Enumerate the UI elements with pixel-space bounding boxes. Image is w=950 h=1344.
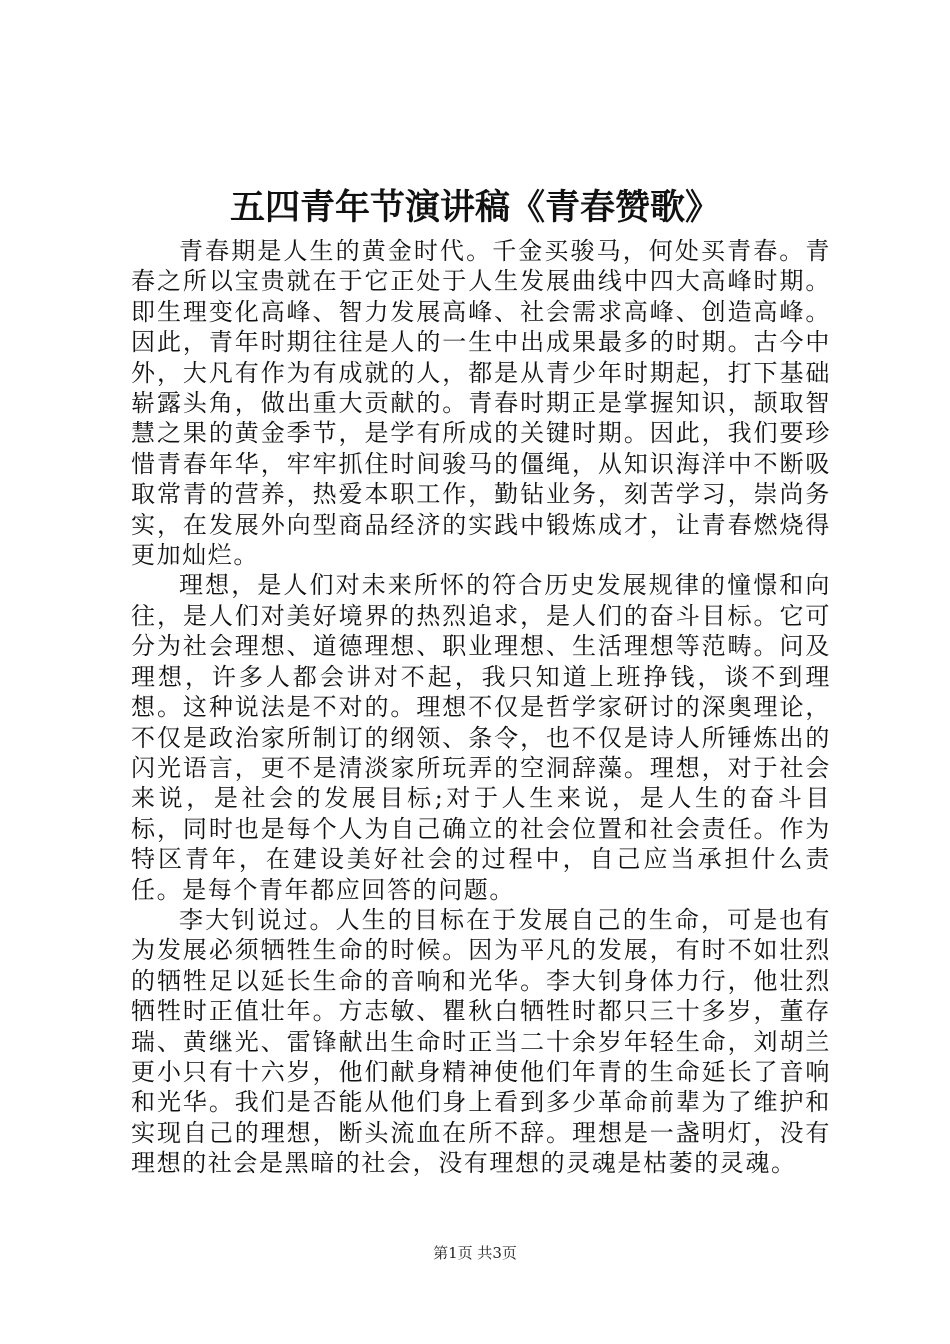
paragraph-youth: 青春期是人生的黄金时代。千金买骏马，何处买青春。青春之所以宝贵就在于它正处于人生发展曲线中四大高峰时期。即生理变化高峰、智力发展高峰、社会需求高峰、创造高峰。因此，青年时期往往是人的一生中出成果最多的时期。古今中外，大凡有作为有成就的人，都是从青少年时期起，打下基础崭露头角，做出重大贡献的。青春时期正是掌握知识，颉取智慧之果的黄金季节，是学有所成的关键时期。因此，我们要珍惜青春年华，牢牢抓住时间骏马的僵绳，从知识海洋中不断吸取常青的营养，热爱本职工作，勤钻业务，刻苦学习，崇尚务实，在发展外向型商品经济的实践中锻炼成才，让青春燃烧得更加灿烂。	[131, 237, 831, 570]
document-body	[131, 236, 831, 1179]
document-title: 五四青年节演讲稿《青春赞歌》	[229, 187, 720, 228]
paragraph-ideals: 理想，是人们对未来所怀的符合历史发展规律的憧憬和向往，是人们对美好境界的热烈追求，是人们的奋斗目标。它可分为社会理想、道德理想、职业理想、生活理想等范畴。问及理想，许多人都会讲对不起，我只知道上班挣钱，谈不到理想。这种说法是不对的。理想不仅是哲学家研讨的深奥理论，不仅是政治家所制订的纲领、条令，也不仅是诗人所锤炼出的闪光语言，更不是清淡家所玩弄的空洞辞藻。理想，对于社会来说，是社会的发展目标;对于人生来说，是人生的奋斗目标，同时也是每个人为自己确立的社会位置和社会责任。作为特区青年，在建设美好社会的过程中，自己应当承担什么责任。是每个青年都应回答的问题。	[131, 571, 831, 904]
paragraph-li-dazhao: 李大钊说过。人生的目标在于发展自己的生命，可是也有为发展必须牺牲生命的时候。因为平凡的发展，有时不如壮烈的牺牲足以延长生命的音响和光华。李大钊身体力行，他壮烈牺牲时正值壮年。方志敏、瞿秋白牺牲时都只三十多岁，董存瑞、黄继光、雷锋献出生命时正当二十余岁年轻生命，刘胡兰更小只有十六岁，他们献身精神使他们年青的生命延长了音响和光华。我们是否能从他们身上看到多少革命前辈为了维护和实现自己的理想，断头流血在所不辞。理想是一盏明灯，没有理想的社会是黑暗的社会，没有理想的灵魂是枯萎的灵魂。	[131, 905, 831, 1178]
page-footer: 第1页 共3页	[433, 1244, 517, 1262]
